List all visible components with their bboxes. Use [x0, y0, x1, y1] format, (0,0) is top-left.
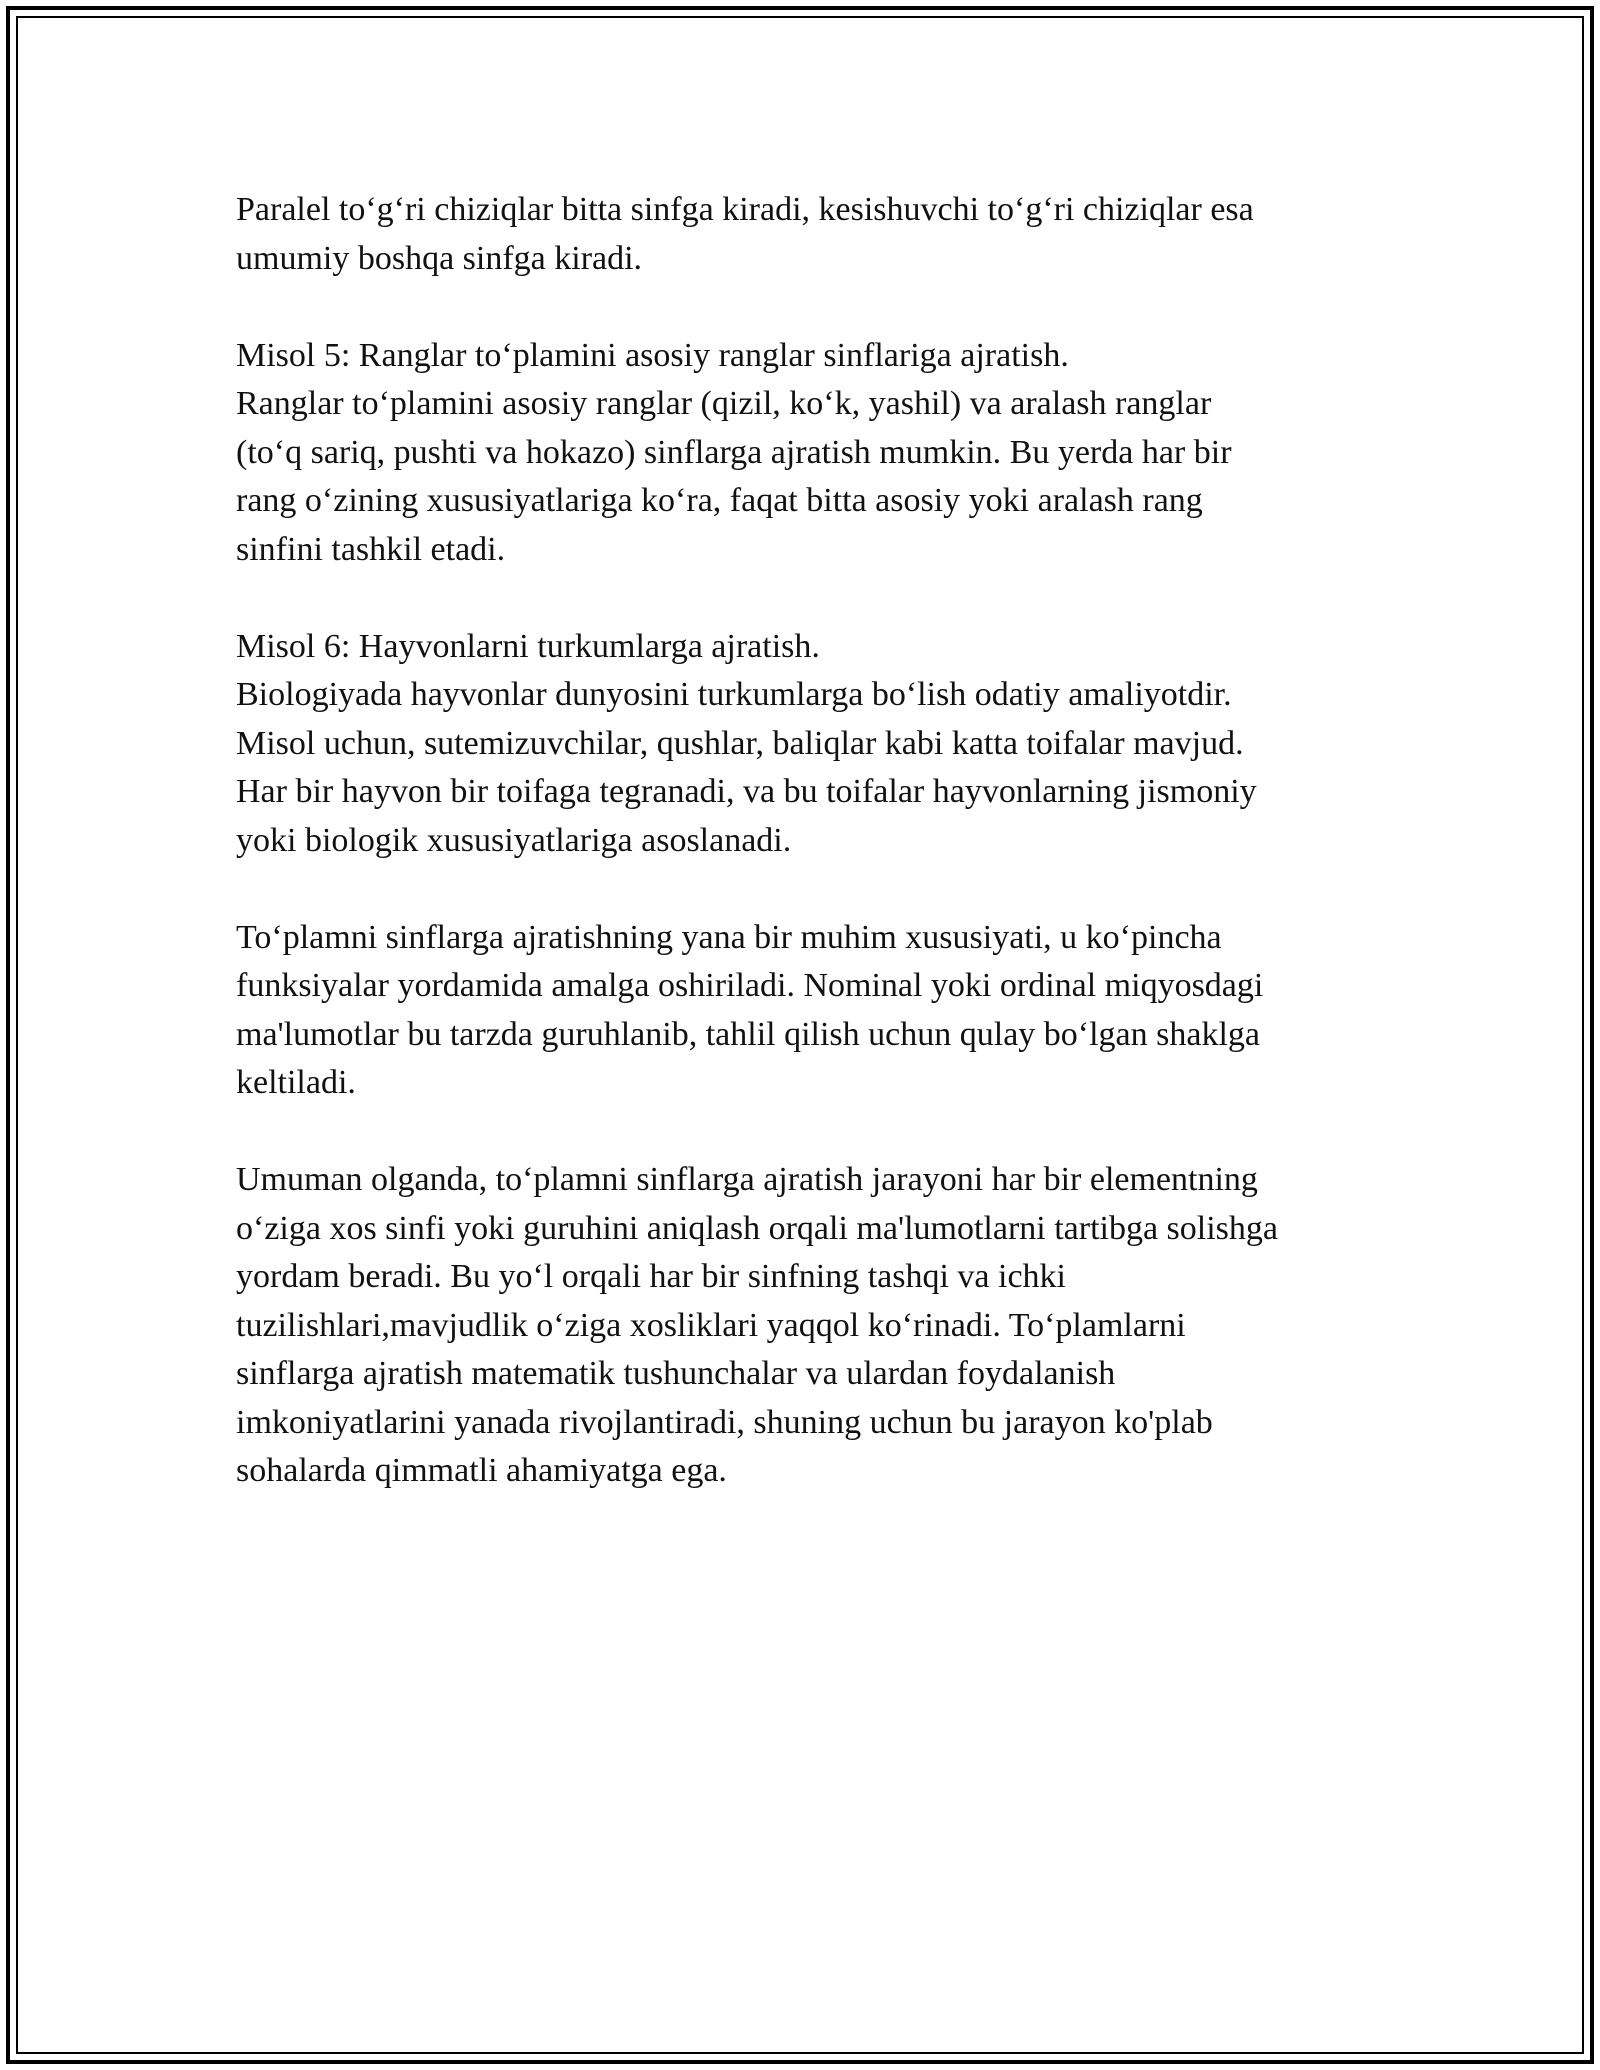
- text-line: sohalarda qimmatli ahamiyatga ega.: [236, 1452, 727, 1489]
- text-line: o‘ziga xos sinfi yoki guruhini aniqlash orqali ma'lumotlarni tartibga solishga: [236, 1209, 1278, 1247]
- paragraph-conclusion: [236, 1156, 1386, 1496]
- example-heading: Misol 6: Hayvonlarni turkumlarga ajratish.: [236, 627, 820, 665]
- text-line: rang o‘zining xususiyatlariga ko‘ra, faqat bitta asosiy yoki aralash rang: [236, 482, 1203, 519]
- text-line: Ranglar to‘plamini asosiy ranglar (qizil, ko‘k, yashil) va aralash ranglar: [236, 385, 1212, 422]
- text-line: sinflarga ajratish matematik tushunchalar va ulardan foydalanish: [236, 1355, 1116, 1392]
- text-line: keltiladi.: [236, 1064, 356, 1101]
- paragraph-functions: [236, 914, 1386, 1108]
- paragraph-example-6: [236, 623, 1386, 866]
- paragraph-example-5: [236, 332, 1386, 575]
- text-line: funksiyalar yordamida amalga oshiriladi. Nominal yoki ordinal miqyosdagi: [236, 967, 1264, 1004]
- text-line: To‘plamni sinflarga ajratishning yana bir muhim xususiyati, u ko‘pincha: [236, 918, 1222, 956]
- text-line: yordam beradi. Bu yo‘l orqali har bir sinfning tashqi va ichki: [236, 1258, 1066, 1295]
- text-line: sinfini tashkil etadi.: [236, 530, 506, 568]
- text-line: Biologiyada hayvonlar dunyosini turkumlarga bo‘lish odatiy amaliyotdir.: [236, 676, 1232, 713]
- text-line: umumiy boshqa sinfga kiradi.: [236, 239, 643, 277]
- text-line: ma'lumotlar bu tarzda guruhlanib, tahlil qilish uchun qulay bo‘lgan shaklga: [236, 1015, 1261, 1053]
- text-line: Har bir hayvon bir toifaga tegranadi, va bu toifalar hayvonlarning jismoniy: [236, 773, 1257, 810]
- example-heading: Misol 5: Ranglar to‘plamini asosiy ranglar sinflariga ajratish.: [236, 336, 1069, 374]
- paragraph-parallel-lines: [236, 186, 1386, 283]
- text-line: (to‘q sariq, pushti va hokazo) sinflarga ajratish mumkin. Bu yerda har bir: [236, 433, 1232, 471]
- text-line: Umuman olganda, to‘plamni sinflarga ajratish jarayoni har bir elementning: [236, 1161, 1258, 1198]
- text-line: yoki biologik xususiyatlariga asoslanadi.: [236, 821, 792, 859]
- text-line: Misol uchun, sutemizuvchilar, qushlar, baliqlar kabi katta toifalar mavjud.: [236, 724, 1244, 762]
- text-line: tuzilishlari,mavjudlik o‘ziga xosliklari yaqqol ko‘rinadi. To‘plamlarni: [236, 1306, 1186, 1344]
- text-line: imkoniyatlarini yanada rivojlantiradi, shuning uchun bu jarayon ko'plab: [236, 1403, 1213, 1441]
- text-line: Paralel to‘g‘ri chiziqlar bitta sinfga kiradi, kesishuvchi to‘g‘ri chiziqlar esa: [236, 191, 1254, 228]
- document-body: [236, 186, 1386, 1544]
